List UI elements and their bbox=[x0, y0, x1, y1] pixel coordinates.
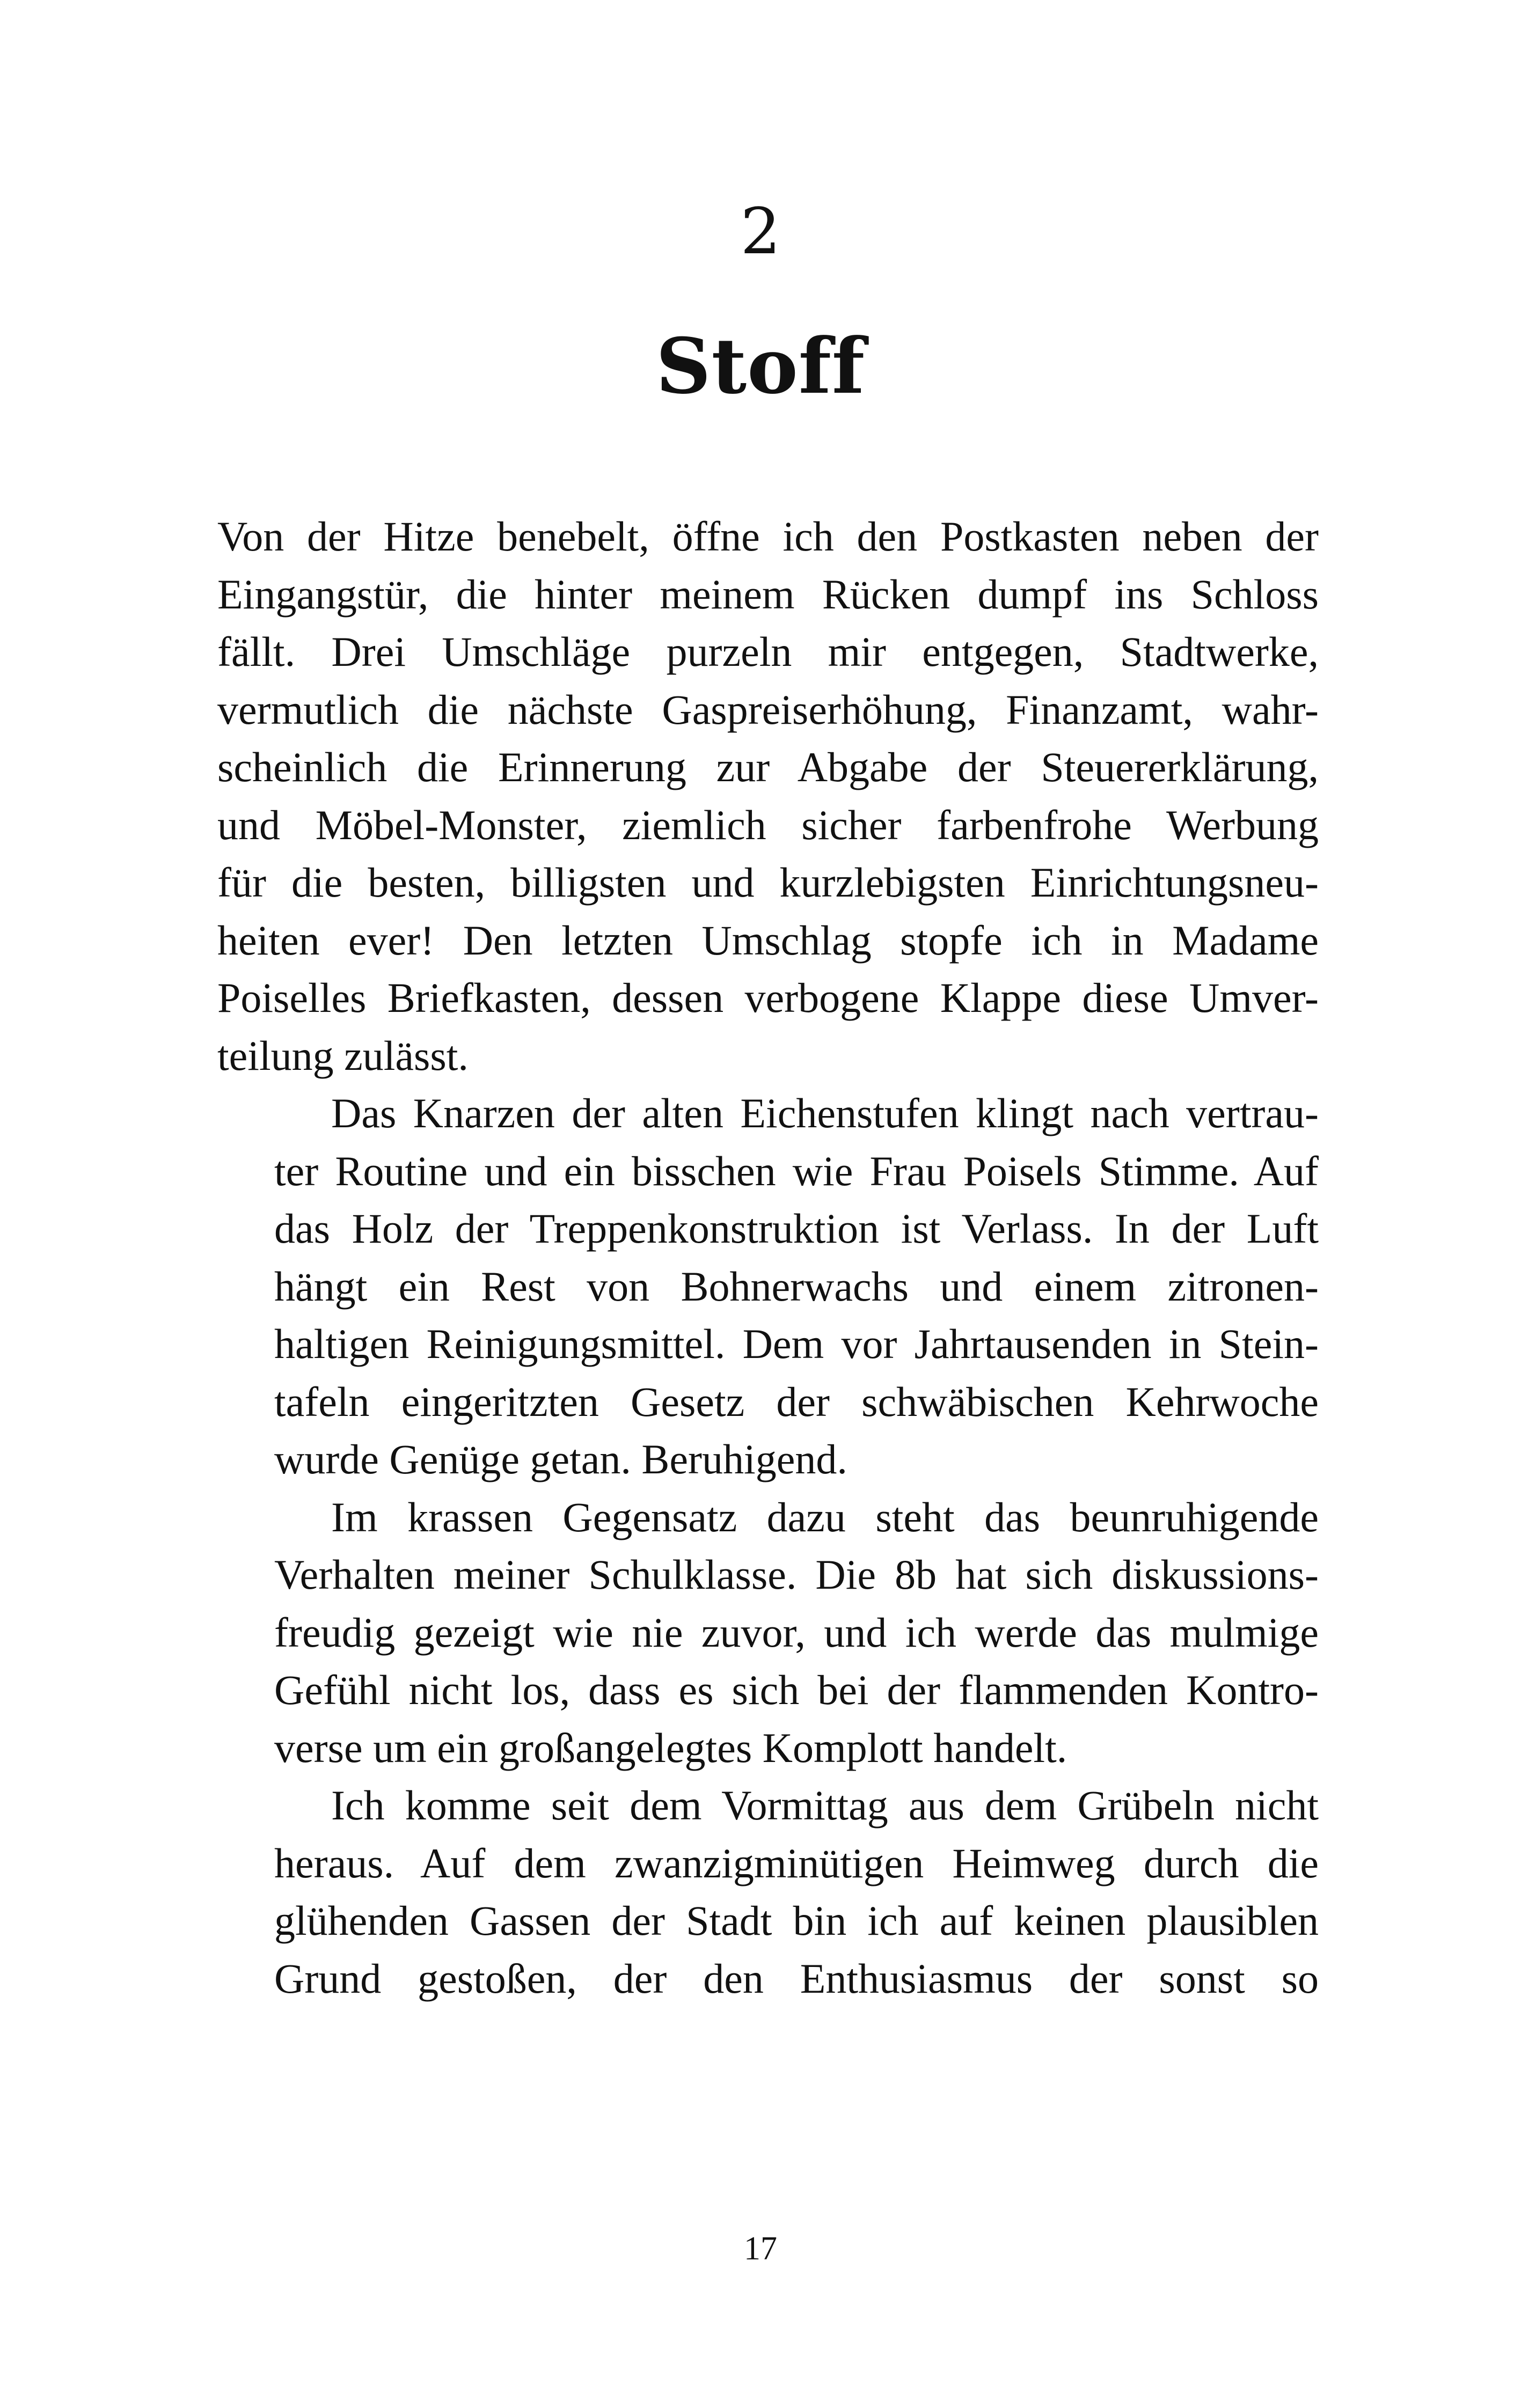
text-line: scheinlich die Erinnerung zur Abgabe der Steuererklärung, bbox=[217, 744, 1319, 790]
paragraph-3 bbox=[217, 1488, 1319, 1777]
text-line: Das Knarzen der alten Eichenstufen klingt nach vertrau- bbox=[331, 1090, 1319, 1136]
paragraph-2 bbox=[217, 1084, 1319, 1488]
text-line: heiten ever! Den letzten Umschlag stopfe ich in Madame bbox=[217, 916, 1319, 964]
body-text bbox=[217, 508, 1319, 2007]
text-line: Grund gestoßen, der den Enthusiasmus der sonst so bbox=[274, 1955, 1319, 2002]
text-line: für die besten, billigsten und kurzlebigsten Einrichtungsneu- bbox=[217, 859, 1319, 906]
text-line: Poiselles Briefkasten, dessen verbogene Klappe diese Umver- bbox=[217, 974, 1319, 1021]
text-line: Verhalten meiner Schulklasse. Die 8b hat sich diskussions- bbox=[274, 1551, 1319, 1598]
text-line: Gefühl nicht los, dass es sich bei der flammenden Kontro- bbox=[274, 1666, 1319, 1713]
paragraph-1 bbox=[217, 508, 1319, 1084]
text-line: glühenden Gassen der Stadt bin ich auf keinen plausiblen bbox=[274, 1897, 1319, 1944]
text-line: hängt ein Rest von Bohnerwachs und einem zitronen- bbox=[274, 1262, 1319, 1310]
text-line: freudig gezeigt wie nie zuvor, und ich werde das mulmige bbox=[274, 1609, 1319, 1656]
text-line: vermutlich die nächste Gaspreiserhöhung, Finanzamt, wahr- bbox=[217, 686, 1319, 733]
text-line: tafeln eingeritzten Gesetz der schwäbischen Kehrwoche bbox=[274, 1378, 1319, 1425]
chapter-number: 2 bbox=[740, 194, 781, 268]
text-line: Von der Hitze benebelt, öffne ich den Postkasten neben der bbox=[217, 513, 1319, 560]
text-line: fällt. Drei Umschläge purzeln mir entgegen, Stadtwerke, bbox=[217, 628, 1319, 675]
text-line: ter Routine und ein bisschen wie Frau Poisels Stimme. Auf bbox=[274, 1147, 1319, 1194]
text-line: Ich komme seit dem Vormittag aus dem Grübeln nicht bbox=[331, 1782, 1319, 1829]
text-line: Eingangstür, die hinter meinem Rücken dumpf ins Schloss bbox=[217, 570, 1319, 618]
text-line: wurde Genüge getan. Beruhigend. bbox=[274, 1436, 847, 1482]
page-number: 17 bbox=[744, 2230, 777, 2267]
text-line: und Möbel-Monster, ziemlich sicher farbenfrohe Werbung bbox=[217, 801, 1319, 848]
text-line: haltigen Reinigungsmittel. Dem vor Jahrtausenden in Stein- bbox=[274, 1320, 1319, 1367]
text-line: verse um ein großangelegtes Komplott handelt. bbox=[274, 1724, 1067, 1771]
text-line: heraus. Auf dem zwanzigminütigen Heimweg durch die bbox=[274, 1839, 1319, 1886]
text-line: das Holz der Treppenkonstruktion ist Verlass. In der Luft bbox=[274, 1205, 1319, 1252]
paragraph-4 bbox=[217, 1776, 1319, 2007]
text-line: Im krassen Gegensatz dazu steht das beunruhigende bbox=[331, 1493, 1319, 1540]
text-line: teilung zulässt. bbox=[217, 1032, 469, 1079]
chapter-title: Stoff bbox=[655, 322, 866, 411]
